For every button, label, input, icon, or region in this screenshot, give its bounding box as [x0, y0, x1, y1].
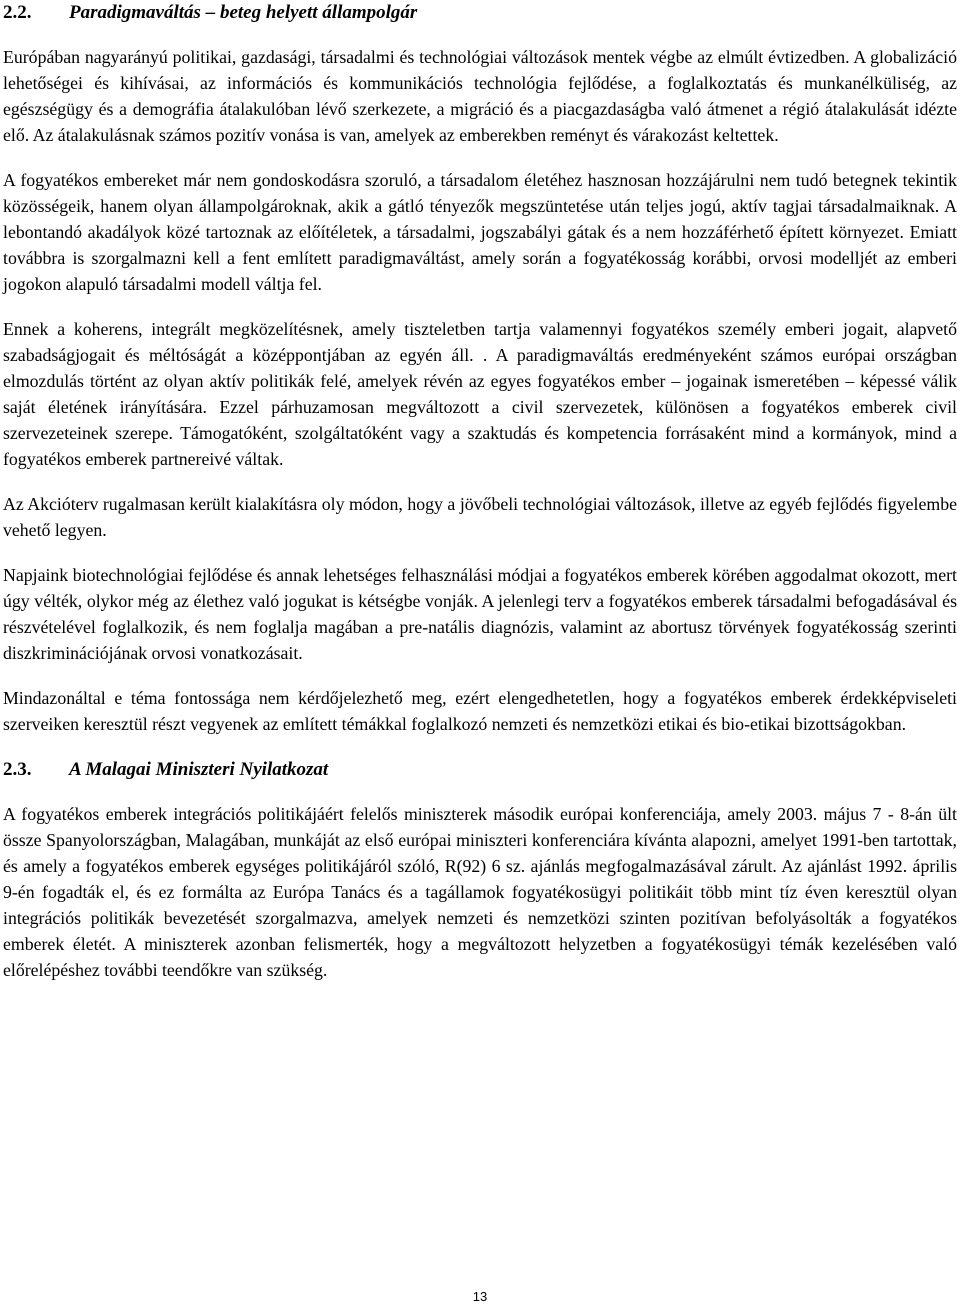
document-page: [3, 0, 957, 983]
page-number: 13: [472, 1289, 488, 1304]
paragraph: Mindazonáltal e téma fontossága nem kérdőjelezhető meg, ezért elengedhetetlen, hogy a fogyatékos emberek érdekképviseleti szerveiken keresztül részt vegyenek az említett témákkal foglalkozó nemzeti és nemzetközi etikai és bio-etikai bizottságokban.: [3, 688, 957, 734]
section-heading-2-2: [3, 0, 957, 26]
section-title: A Malagai Miniszteri Nyilatkozat: [69, 759, 329, 780]
paragraph: Európában nagyarányú politikai, gazdasági, társadalmi és technológiai változások mentek végbe az elmúlt évtizedben. A globalizáció lehetőségei és kihívásai, az információs és kommunikációs technológia fejlődése, a foglalkoztatás és munkanélküliség, az egészségügy és a demográfia átalakulóban lévő szerkezete, a migráció és a piacgazdaságba való átmenet a régió átalakulását idézte elő. Az átalakulásnak számos pozitív vonása is van, amelyek az emberekben reményt és várakozást keltettek.: [3, 47, 957, 145]
paragraph: A fogyatékos emberek integrációs politikájáért felelős miniszterek második európai konferenciája, amely 2003. május 7 - 8-án ült össze Spanyolországban, Malagában, munkáját az első európai miniszteri konferenciára kívánta alapozni, amelyet 1991-ben tartottak, és amely a fogyatékos emberek egységes politikájáról szóló, R(92) 6 sz. ajánlás megfogalmazásával zárult. Az ajánlást 1992. április 9-én fogadták el, és ez formálta az Európa Tanács és a tagállamok fogyatékosügyi politikáit több mint tíz éven keresztül olyan integrációs politikák bevezetését szorgalmazva, amelyek nemzeti és nemzetközi szinten pozitívan befolyásolták a fogyatékos emberek életét. A miniszterek azonban felismerték, hogy a megváltozott helyzetben a fogyatékosügyi témák kezelésében való előrelépéshez további teendőkre van szükség.: [3, 804, 957, 980]
paragraph: A fogyatékos embereket már nem gondoskodásra szoruló, a társadalom életéhez hasznosan hozzájárulni nem tudó betegnek tekintik közösségeik, hanem olyan állampolgároknak, akik a gátló tényezők megszüntetése után teljes jogú, aktív tagjai társadalmaiknak. A lebontandó akadályok közé tartoznak az előítéletek, a társadalmi, jogszabályi gátak és a nem hozzáférhető épített környezet. Emiatt továbbra is szorgalmazni kell a fent említett paradigmaváltást, amely során a fogyatékosság korábbi, orvosi modelljét az emberi jogokon alapuló társadalmi modell váltja fel.: [3, 170, 957, 294]
paragraph: Ennek a koherens, integrált megközelítésnek, amely tiszteletben tartja valamennyi fogyatékos személy emberi jogait, alapvető szabadságjogait és méltóságát a középpontjában az egyén áll. . A paradigmaváltás eredményeként számos európai országban elmozdulás történt az olyan aktív politikák felé, amelyek révén az egyes fogyatékos ember – jogainak ismeretében – képessé válik saját életének irányítására. Ezzel párhuzamosan megváltozott a civil szervezetek, különösen a fogyatékos emberek civil szervezeteinek szerepe. Támogatóként, szolgáltatóként vagy a szaktudás és kompetencia forrásaként mind a kormányok, mind a fogyatékos emberek partnereivé váltak.: [3, 319, 957, 469]
section-number: 2.3.: [3, 759, 32, 780]
section-title: Paradigmaváltás – beteg helyett állampolgár: [69, 2, 418, 23]
section-heading-2-3: [3, 757, 957, 783]
section-number: 2.2.: [3, 2, 32, 23]
paragraph: Napjaink biotechnológiai fejlődése és annak lehetséges felhasználási módjai a fogyatékos emberek körében aggodalmat okozott, mert úgy vélték, olykor még az élethez való jogukat is kétségbe vonják. A jelenlegi terv a fogyatékos emberek társadalmi befogadásával és részvételével foglalkozik, és nem foglalja magában a pre-natális diagnózis, valamint az abortusz törvények fogyatékosság szerinti diszkriminációjának orvosi vonatkozásait.: [3, 565, 957, 663]
paragraph: Az Akcióterv rugalmasan került kialakításra oly módon, hogy a jövőbeli technológiai változások, illetve az egyéb fejlődés figyelembe vehető legyen.: [3, 494, 957, 540]
